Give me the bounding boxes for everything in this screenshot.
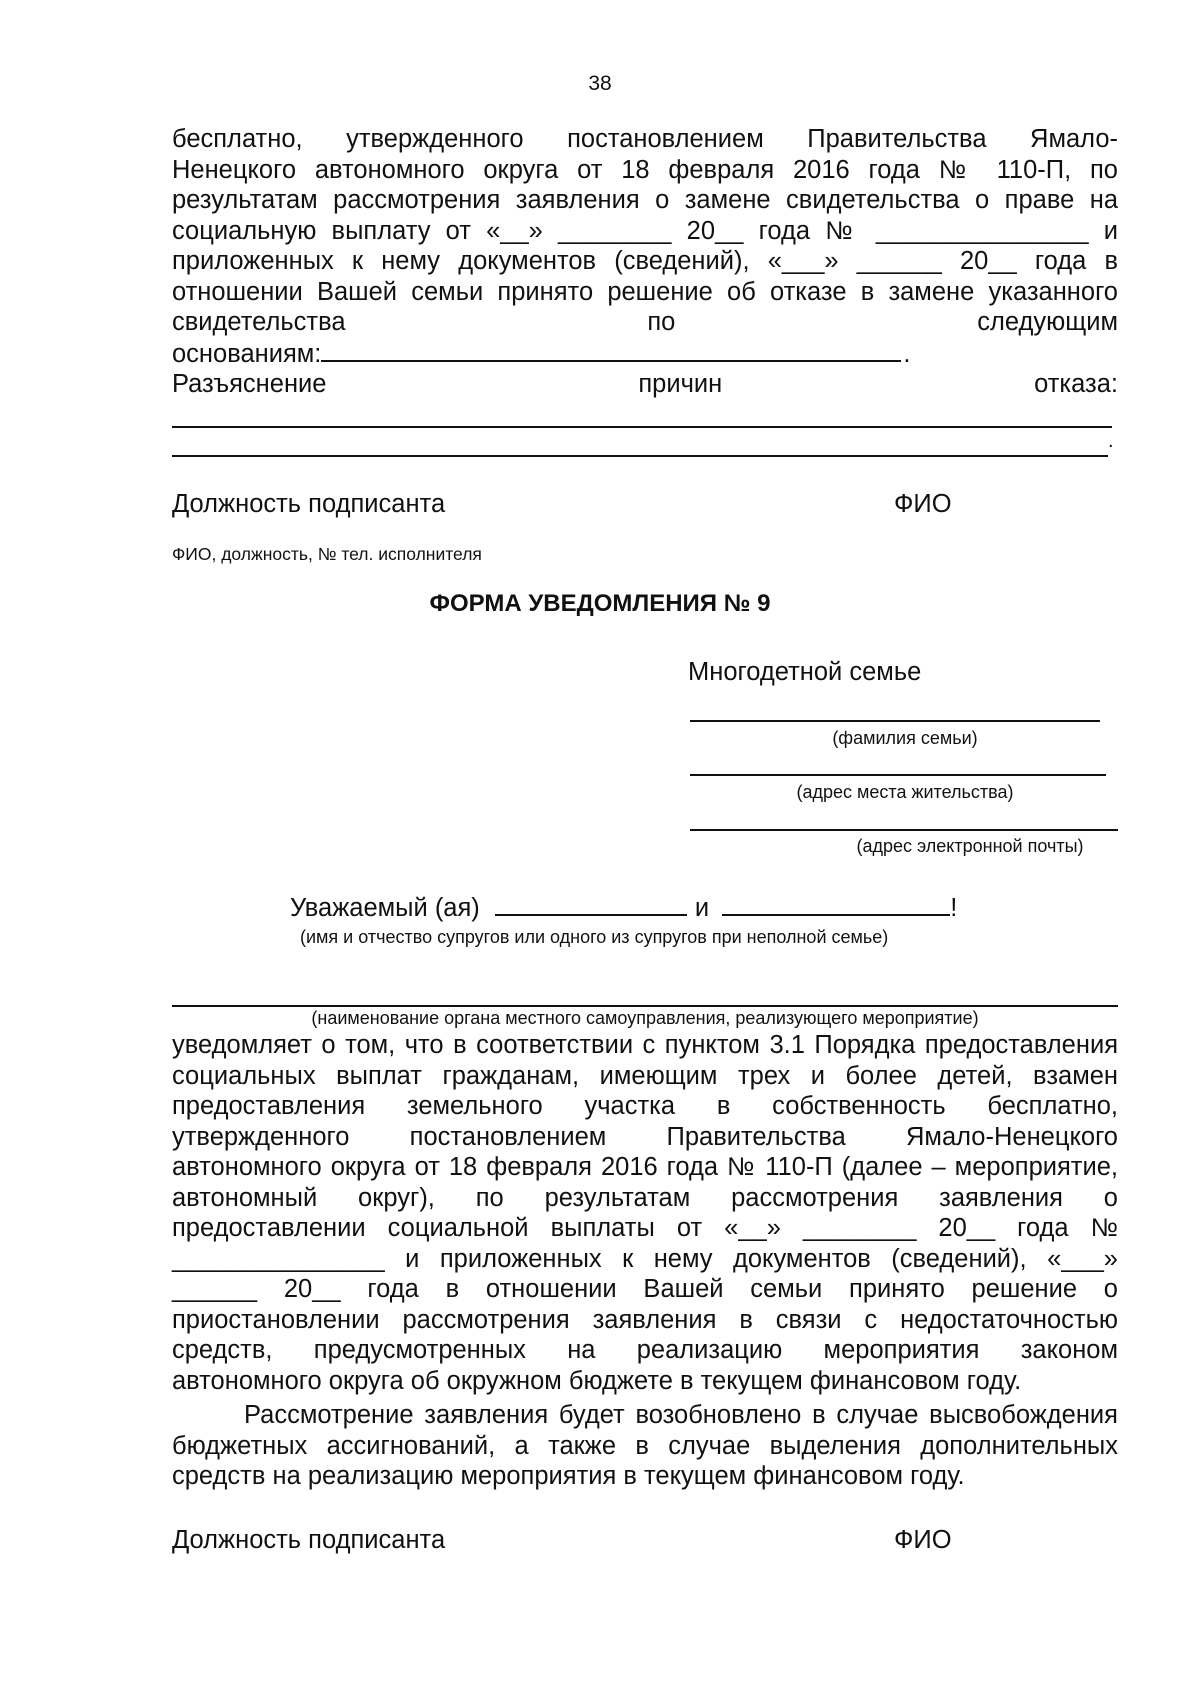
explanation-word: Разъяснение: [172, 370, 327, 398]
paragraph-line: предоставлении социальной выплаты от «__» ________ 20__ года №: [172, 1214, 1118, 1242]
page-number: 38: [588, 72, 612, 95]
paragraph-line: социальных выплат гражданам, имеющим трех и более детей, взамен: [172, 1061, 1118, 1090]
paragraph-line: бюджетных ассигнований, а также в случае выделения дополнительных: [172, 1431, 1118, 1460]
paragraph-line: отношении Вашей семьи принято решение об отказе в замене указанного: [172, 277, 1118, 306]
paragraph-line: автономный округ), по результатам рассмотрения заявления о: [172, 1183, 1118, 1212]
paragraph-line: результатам рассмотрения заявления о замене свидетельства о праве на: [172, 186, 1118, 214]
spouse-name-blank-2: [722, 892, 950, 916]
organization-caption: (наименование органа местного самоуправления, реализующего мероприятие): [311, 1008, 979, 1028]
greeting-conjunction: и: [694, 894, 710, 922]
main-paragraph: [172, 1030, 1118, 1492]
grounds-blank: [321, 338, 901, 362]
explanation-word: отказа:: [1034, 370, 1118, 398]
grounds-line: [172, 338, 1118, 370]
paragraph-line: утвержденного постановлением Правительства Ямало-Ненецкого: [172, 1122, 1118, 1151]
explanation-word: причин: [638, 370, 723, 398]
paragraph-line: Рассмотрение заявления будет возобновлено в случае высвобождения: [244, 1401, 1118, 1429]
signatory-position-2: Должность подписанта: [172, 1526, 446, 1554]
signatory-fio: ФИО: [894, 490, 952, 518]
paragraph-line: средств, предусмотренных на реализацию мероприятия законом: [172, 1336, 1118, 1364]
paragraph-line: _______________ и приложенных к нему документов (сведений), «___»: [172, 1244, 1118, 1273]
greeting-suffix: !: [950, 894, 958, 922]
email-rule: [690, 829, 1118, 831]
paragraph-line: Ненецкого автономного округа от 18 февраля 2016 года № 110-П, по: [172, 155, 1118, 184]
explanation-line: [172, 369, 1118, 400]
paragraph-line: уведомляет о том, что в соответствии с пунктом 3.1 Порядка предоставления: [172, 1031, 1118, 1059]
paragraph-line: автономного округа от 18 февраля 2016 года № 110-П (далее – мероприятие,: [172, 1153, 1118, 1181]
family-caption: (фамилия семьи): [832, 728, 978, 748]
executor-label: ФИО, должность, № тел. исполнителя: [172, 544, 482, 564]
residence-rule: [690, 774, 1106, 776]
paragraph-line: средств на реализацию мероприятия в текущем финансовом году.: [172, 1462, 965, 1490]
grounds-end: .: [903, 339, 911, 368]
paragraph-line: приостановлении рассмотрения заявления в связи с недостаточностью: [172, 1305, 1118, 1334]
greeting-prefix: Уважаемый (ая): [290, 894, 480, 922]
explanation-rule-1: [172, 426, 1112, 428]
organization-rule: [172, 1005, 1118, 1007]
signatory-fio-2: ФИО: [894, 1526, 952, 1554]
address-block: [688, 658, 1118, 687]
spouse-name-blank-1: [495, 892, 687, 916]
paragraph-line: свидетельства по следующим: [172, 308, 1118, 336]
top-paragraph: [172, 124, 1118, 400]
residence-caption: (адрес места жительства): [796, 782, 1014, 802]
form-title: ФОРМА УВЕДОМЛЕНИЯ № 9: [429, 590, 771, 617]
paragraph-line: приложенных к нему документов (сведений), «___» ______ 20__ года в: [172, 247, 1118, 275]
paragraph-line: социальную выплату от «__» ________ 20__ года № _______________ и: [172, 216, 1118, 245]
explanation-rule-end: .: [1108, 430, 1114, 452]
paragraph-line: бесплатно, утвержденного постановлением Правительства Ямало-: [172, 125, 1118, 153]
greeting-caption: (имя и отчество супругов или одного из супругов при неполной семье): [300, 927, 889, 947]
family-name-rule: [690, 720, 1100, 722]
paragraph-line: ______ 20__ года в отношении Вашей семьи принято решение о: [172, 1275, 1118, 1303]
explanation-rule-2: [172, 455, 1108, 457]
signatory-position: Должность подписанта: [172, 490, 446, 518]
email-caption: (адрес электронной почты): [856, 836, 1084, 856]
address-title: Многодетной семье: [688, 658, 922, 686]
greeting-line: [290, 892, 957, 923]
paragraph-line: предоставления земельного участка в собственность бесплатно,: [172, 1092, 1118, 1120]
grounds-label: основаниям:: [172, 339, 322, 368]
paragraph-line: автономного округа об окружном бюджете в текущем финансовом году.: [172, 1366, 1022, 1395]
